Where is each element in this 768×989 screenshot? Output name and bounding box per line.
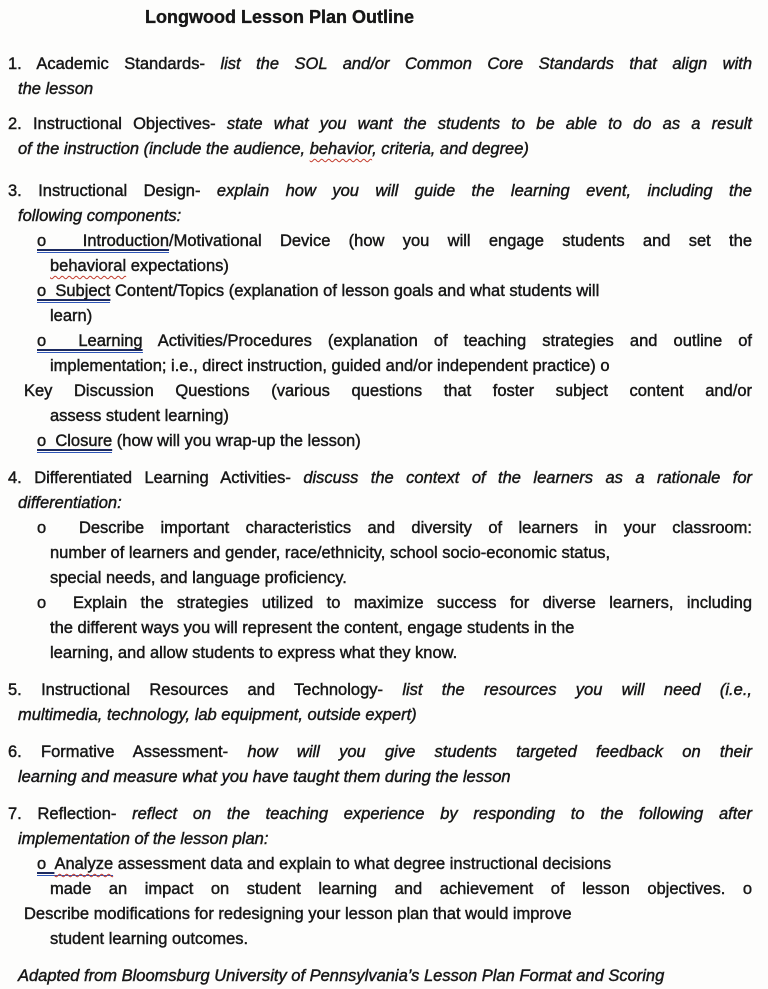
text-segment: reflect on the teaching experience by responding to the following after (132, 805, 752, 823)
text-segment: 3. Instructional Design- (8, 182, 217, 200)
text-segment: differentiation: (18, 494, 122, 512)
grammar-underlined-text: o Introduction (37, 232, 169, 253)
text-segment: learning and measure what you have taught them during the lesson (18, 768, 511, 786)
key-discussion-line (0, 379, 768, 404)
item-2-lead (0, 112, 768, 137)
document-title (0, 5, 768, 30)
text-segment: made an impact on student learning and achievement of lesson objectives. o (50, 880, 752, 898)
text-segment: Content/Topics (explanation of lesson goals and what students will (110, 282, 600, 300)
text-segment: multimedia, technology, lab equipment, outside expert) (18, 706, 417, 724)
item-4-lead (0, 466, 768, 491)
bullet-describe (0, 516, 768, 541)
text-segment: Activities/Procedures (explanation of teaching strategies and outline of (142, 332, 752, 350)
item-6-wrap (0, 765, 768, 790)
item-5-wrap (0, 703, 768, 728)
text-segment: the lesson (18, 80, 94, 98)
text-segment: implementation; i.e., direct instruction, guided and/or independent practice) o (50, 357, 610, 375)
item-6-lead (0, 740, 768, 765)
text-segment: Longwood Lesson Plan Outline (145, 7, 414, 27)
text-segment: expectations) (126, 257, 229, 275)
text-segment: student learning outcomes. (50, 930, 249, 948)
item-3-lead (0, 179, 768, 204)
bullet-analyze-wrap (0, 927, 768, 952)
text-segment: following components: (18, 207, 182, 225)
bullet-explain (0, 591, 768, 616)
item-4-wrap (0, 491, 768, 516)
attribution-line (0, 964, 768, 989)
text-segment: o Describe important characteristics and diversity of learners in your classroom: (37, 519, 752, 537)
text-segment: how will you give students targeted feedback on their (247, 743, 752, 761)
text-segment: Key Discussion Questions (various questions that foster subject content and/or (24, 382, 752, 400)
bullet-explain-wrap (0, 616, 768, 641)
text-segment: the different ways you will represent the content, engage students in the (50, 619, 575, 637)
text-segment: 1. Academic Standards- (8, 55, 221, 73)
text-segment: state what you want the students to be able to do as a result (226, 115, 752, 133)
bullet-closure (0, 429, 768, 454)
text-segment: learning, and allow students to express what they know. (50, 644, 458, 662)
bullet-subject-wrap (0, 304, 768, 329)
grammar-underlined-text: o Subject (37, 282, 110, 303)
bullet-learning-wrap (0, 354, 768, 379)
describe-modifications-line (0, 902, 768, 927)
text-segment: discuss the context of the learners as a rationale for (303, 469, 752, 487)
text-segment: , criteria, and degree) (372, 140, 529, 158)
bullet-learning (0, 329, 768, 354)
text-segment: list the resources you will need (i.e., (402, 681, 752, 699)
item-1-wrap (0, 77, 768, 102)
text-segment: list the SOL and/or Common Core Standards that align with (220, 55, 752, 73)
text-segment: 2. Instructional Objectives- (8, 115, 227, 133)
misspelled-word: behavioral (50, 257, 127, 275)
text-segment: assessment data and explain to what degree instructional decisions (113, 855, 612, 873)
bullet-analyze (0, 852, 768, 877)
text-segment: /Motivational Device (how you will engage students and set the (169, 232, 752, 250)
item-3-wrap (0, 204, 768, 229)
text-segment: assess student learning) (50, 407, 229, 425)
item-2-wrap (0, 137, 768, 162)
text-segment: 6. Formative Assessment- (8, 743, 248, 761)
grammar-underlined-text: o Closure (37, 432, 112, 453)
bullet-introduction (0, 229, 768, 254)
bullet-describe-wrap (0, 566, 768, 591)
bullet-introduction-wrap (0, 254, 768, 279)
text-segment: (how will you wrap-up the lesson) (112, 432, 361, 450)
item-1-lead (0, 52, 768, 77)
text-segment: implementation of the lesson plan: (18, 830, 269, 848)
text-segment: Describe modifications for redesigning your lesson plan that would improve (24, 905, 572, 923)
text-segment: 5. Instructional Resources and Technology- (8, 681, 403, 699)
bullet-describe-wrap (0, 541, 768, 566)
grammar-underlined-text: o (37, 855, 54, 876)
text-segment: Adapted from Bloomsburg University of Pennsylvania’s Lesson Plan Format and Scoring (18, 967, 665, 985)
key-discussion-wrap (0, 404, 768, 429)
text-segment: o Explain the strategies utilized to maximize success for diverse learners, including (37, 594, 752, 612)
bullet-explain-wrap (0, 641, 768, 666)
item-7-wrap (0, 827, 768, 852)
text-segment: 7. Reflection- (8, 805, 133, 823)
text-segment: 4. Differentiated Learning Activities- (8, 469, 304, 487)
text-segment: learn) (50, 307, 93, 325)
bullet-subject (0, 279, 768, 304)
misspelled-word: behavior (309, 140, 373, 158)
text-segment: special needs, and language proficiency. (50, 569, 347, 587)
text-segment: explain how you will guide the learning event, including the (216, 182, 752, 200)
text-segment: of the instruction (include the audience, (18, 140, 310, 158)
misspelled-word: Analyze (54, 855, 113, 876)
bullet-analyze-wrap (0, 877, 768, 902)
item-5-lead (0, 678, 768, 703)
text-segment: number of learners and gender, race/ethnicity, school socio-economic status, (50, 544, 611, 562)
item-7-lead (0, 802, 768, 827)
grammar-underlined-text: o Learning (37, 332, 143, 353)
